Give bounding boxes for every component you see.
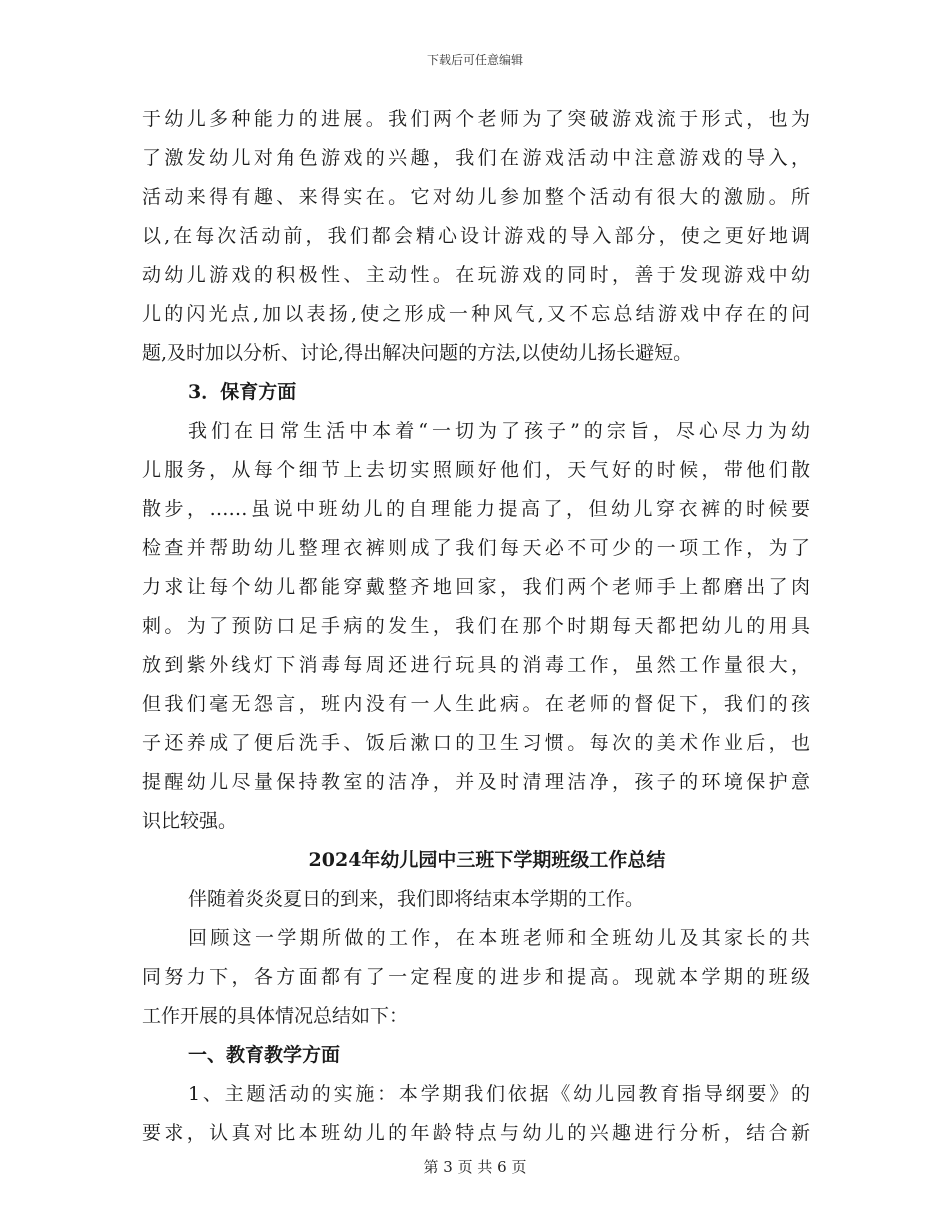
text-line: 动幼儿游戏的积极性、主动性。在玩游戏的同时，善于发现游戏中幼	[142, 264, 810, 286]
text-line: 以,在每次活动前，我们都会精心设计游戏的导入部分，使之更好地调	[142, 225, 810, 247]
text-line: 工作开展的具体情况总结如下：	[142, 1005, 409, 1027]
section-heading-care: 3．保育方面	[188, 381, 297, 403]
text-line: 同努力下，各方面都有了一定程度的进步和提高。现就本学期的班级	[142, 966, 810, 988]
text-line: 题,及时加以分析、讨论,得出解决问题的方法,以使幼儿扬长避短。	[142, 342, 693, 364]
text-line: 力求让每个幼儿都能穿戴整齐地回家，我们两个老师手上都磨出了肉	[142, 576, 810, 598]
text-line: 散步，……虽说中班幼儿的自理能力提高了，但幼儿穿衣裤的时候要	[142, 498, 810, 520]
section-heading-education: 一、教育教学方面	[188, 1044, 341, 1066]
page-number: 第 3 页 共 6 页	[423, 1158, 527, 1176]
text-line: 于幼儿多种能力的进展。我们两个老师为了突破游戏流于形式，也为	[142, 108, 810, 130]
summary-intro: 伴随着炎炎夏日的到来，我们即将结束本学期的工作。	[188, 888, 645, 910]
text-line: 回顾这一学期所做的工作，在本班老师和全班幼儿及其家长的共	[188, 927, 810, 949]
page-header: 下载后可任意编辑	[426, 53, 523, 67]
text-line: 我们在日常生活中本着“一切为了孩子”的宗旨，尽心尽力为幼	[188, 420, 810, 442]
text-line: 刺。为了预防口足手病的发生，我们在那个时期每天都把幼儿的用具	[142, 615, 810, 637]
text-line: 放到紫外线灯下消毒每周还进行玩具的消毒工作，虽然工作量很大，	[142, 654, 810, 676]
text-line: 识比较强。	[142, 810, 238, 832]
text-line: 活动来得有趣、来得实在。它对幼儿参加整个活动有很大的激励。所	[142, 186, 810, 208]
text-line: 子还养成了便后洗手、饭后漱口的卫生习惯。每次的美术作业后，也	[142, 732, 810, 754]
text-line: 要求，认真对比本班幼儿的年龄特点与幼儿的兴趣进行分析，结合新	[142, 1122, 810, 1144]
paragraph-care	[142, 412, 810, 841]
text-line: 提醒幼儿尽量保持教室的洁净，并及时清理洁净，孩子的环境保护意	[142, 771, 810, 793]
text-line: 儿的闪光点,加以表扬,使之形成一种风气,又不忘总结游戏中存在的问	[142, 303, 810, 325]
text-line: 检查并帮助幼儿整理衣裤则成了我们每天必不可少的一项工作，为了	[142, 537, 810, 559]
paragraph-play	[142, 100, 810, 373]
paragraph-review	[142, 919, 810, 1036]
text-line: 但我们毫无怨言，班内没有一人生此病。在老师的督促下，我们的孩	[142, 693, 810, 715]
document-body	[142, 100, 810, 1153]
summary-title: 2024年幼儿园中三班下学期班级工作总结	[308, 849, 666, 871]
text-line: 了激发幼儿对角色游戏的兴趣，我们在游戏活动中注意游戏的导入，	[142, 147, 810, 169]
paragraph-theme-activities	[142, 1075, 810, 1153]
text-line: 1、主题活动的实施：本学期我们依据《幼儿园教育指导纲要》的	[188, 1083, 810, 1105]
text-line: 儿服务，从每个细节上去切实照顾好他们，天气好的时候，带他们散	[142, 459, 810, 481]
